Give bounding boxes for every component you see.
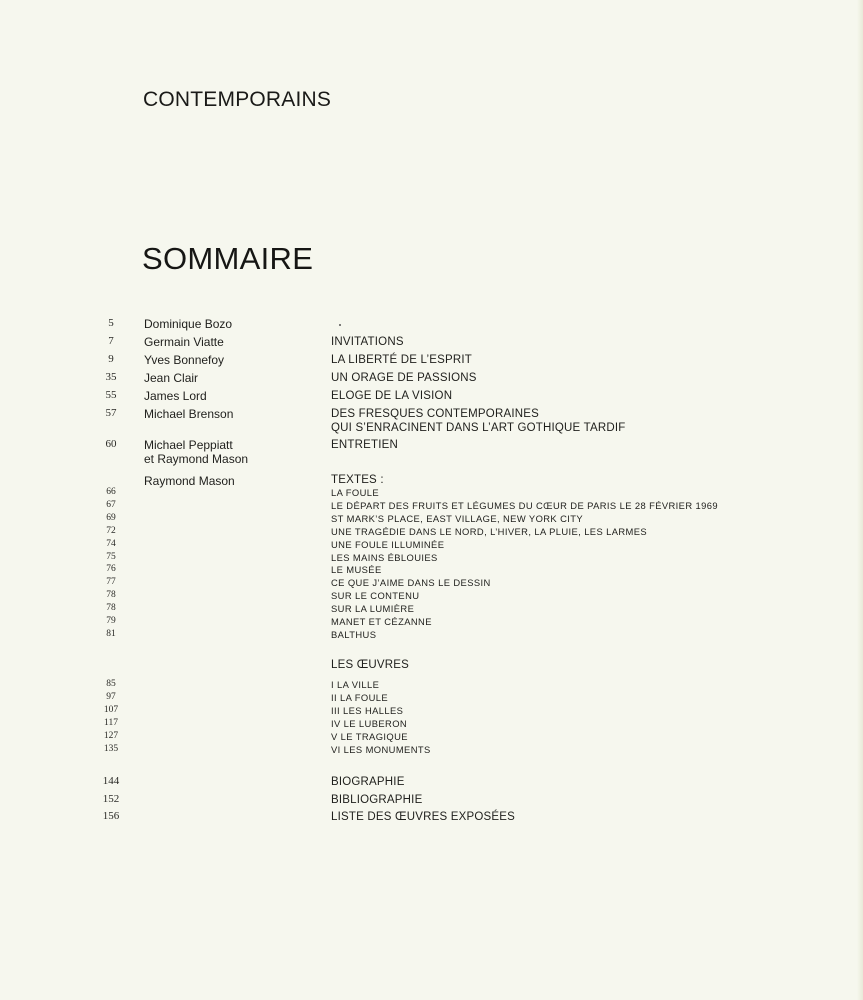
author-name: Jean Clair bbox=[144, 371, 199, 385]
entry-title: SUR LA LUMIÈRE bbox=[331, 603, 415, 615]
page-number: 7 bbox=[108, 335, 114, 347]
entry-title: III LES HALLES bbox=[331, 704, 404, 716]
entry-title: II LA FOULE bbox=[331, 691, 389, 703]
author-name: Dominique Bozo bbox=[144, 317, 233, 331]
page-number: 55 bbox=[105, 389, 117, 401]
page-number: 79 bbox=[106, 616, 116, 626]
entry-title: VI LES MONUMENTS bbox=[331, 743, 431, 755]
entry-title: MANET ET CÉZANNE bbox=[331, 616, 432, 627]
co-author-name: et Raymond Mason bbox=[144, 452, 249, 466]
entry-title: I LA VILLE bbox=[331, 679, 380, 690]
page-number: 97 bbox=[106, 691, 116, 702]
page-number: 76 bbox=[106, 564, 116, 575]
essay-title: ELOGE DE LA VISION bbox=[331, 390, 453, 402]
essay-title: DES FRESQUES CONTEMPORAINES bbox=[331, 408, 539, 420]
page-number: 60 bbox=[105, 438, 117, 450]
page-number: 67 bbox=[106, 499, 116, 510]
entry-title: LISTE DES ŒUVRES EXPOSÉES bbox=[331, 811, 515, 823]
page-number: 35 bbox=[105, 371, 117, 383]
section-heading: LES ŒUVRES bbox=[331, 659, 410, 671]
author-name: Michael Peppiatt bbox=[144, 438, 233, 452]
essay-title: ENTRETIEN bbox=[331, 439, 398, 451]
page-number: 75 bbox=[106, 551, 116, 562]
author-name: Raymond Mason bbox=[144, 474, 235, 488]
page-number: 107 bbox=[103, 704, 119, 715]
page-number: 74 bbox=[106, 538, 116, 549]
entry-title: BALTHUS bbox=[331, 628, 377, 640]
entry-title: LE MUSÉE bbox=[331, 564, 382, 576]
page-edge bbox=[857, 0, 863, 1000]
book-header: CONTEMPORAINS bbox=[143, 88, 332, 111]
page-number: 72 bbox=[106, 525, 116, 536]
author-name: Yves Bonnefoy bbox=[144, 353, 225, 367]
page-number: 9 bbox=[108, 353, 114, 365]
page-number: 85 bbox=[106, 679, 116, 689]
page-number: 81 bbox=[106, 628, 116, 639]
page-number: 144 bbox=[102, 775, 120, 787]
entry-title: BIOGRAPHIE bbox=[331, 776, 405, 788]
entry-title: V LE TRAGIQUE bbox=[331, 730, 408, 742]
page-number: 77 bbox=[106, 577, 116, 588]
author-name: James Lord bbox=[144, 389, 207, 403]
entry-title: BIBLIOGRAPHIE bbox=[331, 793, 423, 806]
entry-title: IV LE LUBERON bbox=[331, 717, 408, 729]
page-number: 156 bbox=[102, 810, 120, 822]
entry-title: SUR LE CONTENU bbox=[331, 590, 420, 602]
page-number: 5 bbox=[108, 317, 114, 329]
page-number: 78 bbox=[106, 590, 116, 601]
essay-title: UN ORAGE DE PASSIONS bbox=[331, 372, 477, 384]
section-heading: TEXTES : bbox=[331, 474, 384, 486]
entry-title: LES MAINS ÉBLOUIES bbox=[331, 551, 438, 563]
page-number: 117 bbox=[104, 717, 118, 728]
entry-title: CE QUE J’AIME DANS LE DESSIN bbox=[331, 577, 491, 589]
page-number: 78 bbox=[106, 603, 116, 614]
entry-title: LA FOULE bbox=[331, 487, 380, 498]
page-number: 127 bbox=[103, 730, 119, 741]
page-number: 57 bbox=[105, 407, 117, 419]
page-number: 135 bbox=[103, 743, 119, 754]
author-name: Michael Brenson bbox=[144, 407, 234, 421]
entry-title: ST MARK’S PLACE, EAST VILLAGE, NEW YORK CITY bbox=[331, 512, 584, 524]
essay-title: INVITATIONS bbox=[331, 336, 404, 348]
page-number: 69 bbox=[106, 512, 116, 523]
entry-title: UNE TRAGÉDIE DANS LE NORD, L’HIVER, LA PLUIE, LES LARMES bbox=[331, 525, 648, 537]
page-number: 66 bbox=[106, 487, 116, 497]
essay-title: LA LIBERTÉ DE L’ESPRIT bbox=[331, 354, 472, 366]
page-title: SOMMAIRE bbox=[142, 241, 314, 276]
entry-title: LE DÉPART DES FRUITS ET LÉGUMES DU CŒUR DE PARIS LE 28 FÉVRIER 1969 bbox=[331, 499, 718, 511]
page-number: 152 bbox=[102, 792, 120, 805]
essay-title-line-2: QUI S’ENRACINENT DANS L’ART GOTHIQUE TARDIF bbox=[331, 422, 626, 434]
entry-title: UNE FOULE ILLUMINÉE bbox=[331, 538, 445, 550]
print-speck bbox=[339, 324, 341, 326]
author-name: Germain Viatte bbox=[144, 335, 224, 349]
